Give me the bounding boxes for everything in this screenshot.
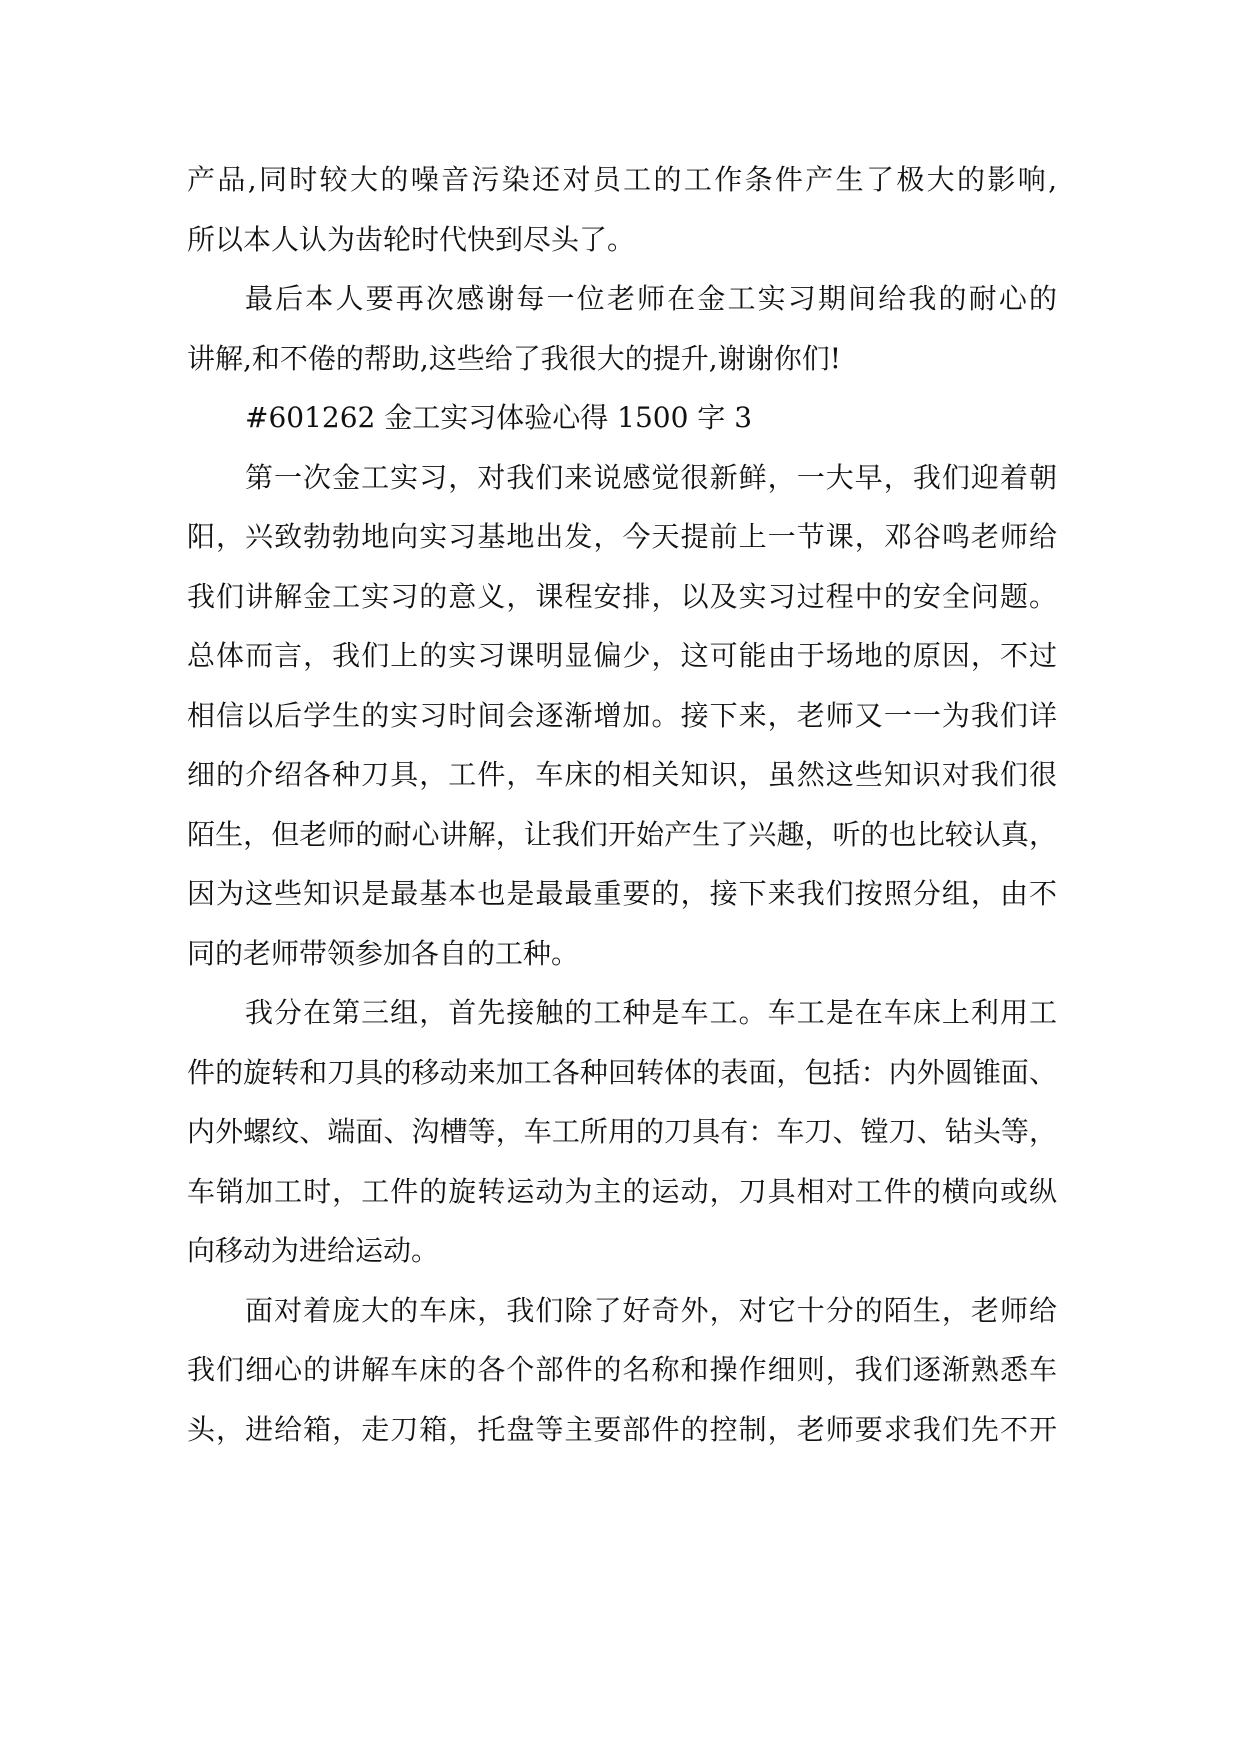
text-line-21: 我们细心的讲解车床的各个部件的名称和操作细则，我们逐渐熟悉车: [187, 1353, 1057, 1386]
text-line-11: 细的介绍各种刀具，工件，车床的相关知识，虽然这些知识对我们很: [187, 758, 1057, 791]
text-line-16: 件的旋转和刀具的移动来加工各种回转体的表面，包括：内外圆锥面、: [187, 1055, 1057, 1089]
text-line-7: 阳，兴致勃勃地向实习基地出发，今天提前上一节课，邓谷鸣老师给: [187, 520, 1057, 553]
text-line-2: 所以本人认为齿轮时代快到尽头了。: [187, 222, 636, 256]
text-line-18: 车销加工时，工件的旋转运动为主的运动，刀具相对工件的横向或纵: [187, 1174, 1057, 1208]
text-line-6: 第一次金工实习，对我们来说感觉很新鲜，一大早，我们迎着朝: [245, 460, 1057, 494]
text-line-17: 内外螺纹、端面、沟槽等，车工所用的刀具有：车刀、镗刀、钻头等，: [187, 1115, 1057, 1148]
text-line-20: 面对着庞大的车床，我们除了好奇外，对它十分的陌生，老师给: [245, 1293, 1057, 1327]
text-line-14: 同的老师带领参加各自的工种。: [187, 936, 580, 970]
text-line-12: 陌生，但老师的耐心讲解，让我们开始产生了兴趣，听的也比较认真，: [187, 817, 1057, 851]
text-line-22: 头，进给箱，走刀箱，托盘等主要部件的控制，老师要求我们先不开: [187, 1412, 1057, 1446]
text-line-3: 最后本人要再次感谢每一位老师在金工实习期间给我的耐心的: [245, 282, 1057, 315]
text-line-10: 相信以后学生的实习时间会逐渐增加。接下来，老师又一一为我们详: [187, 698, 1057, 732]
text-line-19: 向移动为进给运动。: [187, 1234, 440, 1267]
text-line-9: 总体而言，我们上的实习课明显偏少，这可能由于场地的原因，不过: [187, 639, 1057, 672]
text-line-1: 产品,同时较大的噪音污染还对员工的工作条件产生了极大的影响,: [187, 163, 1057, 196]
document-body: [187, 150, 1057, 1459]
text-line-4: 讲解,和不倦的帮助,这些给了我很大的提升,谢谢你们!: [187, 341, 841, 375]
text-line-13: 因为这些知识是最基本也是最最重要的，接下来我们按照分组，由不: [187, 877, 1057, 910]
text-line-8: 我们讲解金工实习的意义，课程安排，以及实习过程中的安全问题。: [187, 579, 1057, 613]
text-line-15: 我分在第三组，首先接触的工种是车工。车工是在车床上利用工: [245, 996, 1057, 1029]
section-heading: #601262 金工实习体验心得 1500 字 3: [245, 401, 753, 434]
